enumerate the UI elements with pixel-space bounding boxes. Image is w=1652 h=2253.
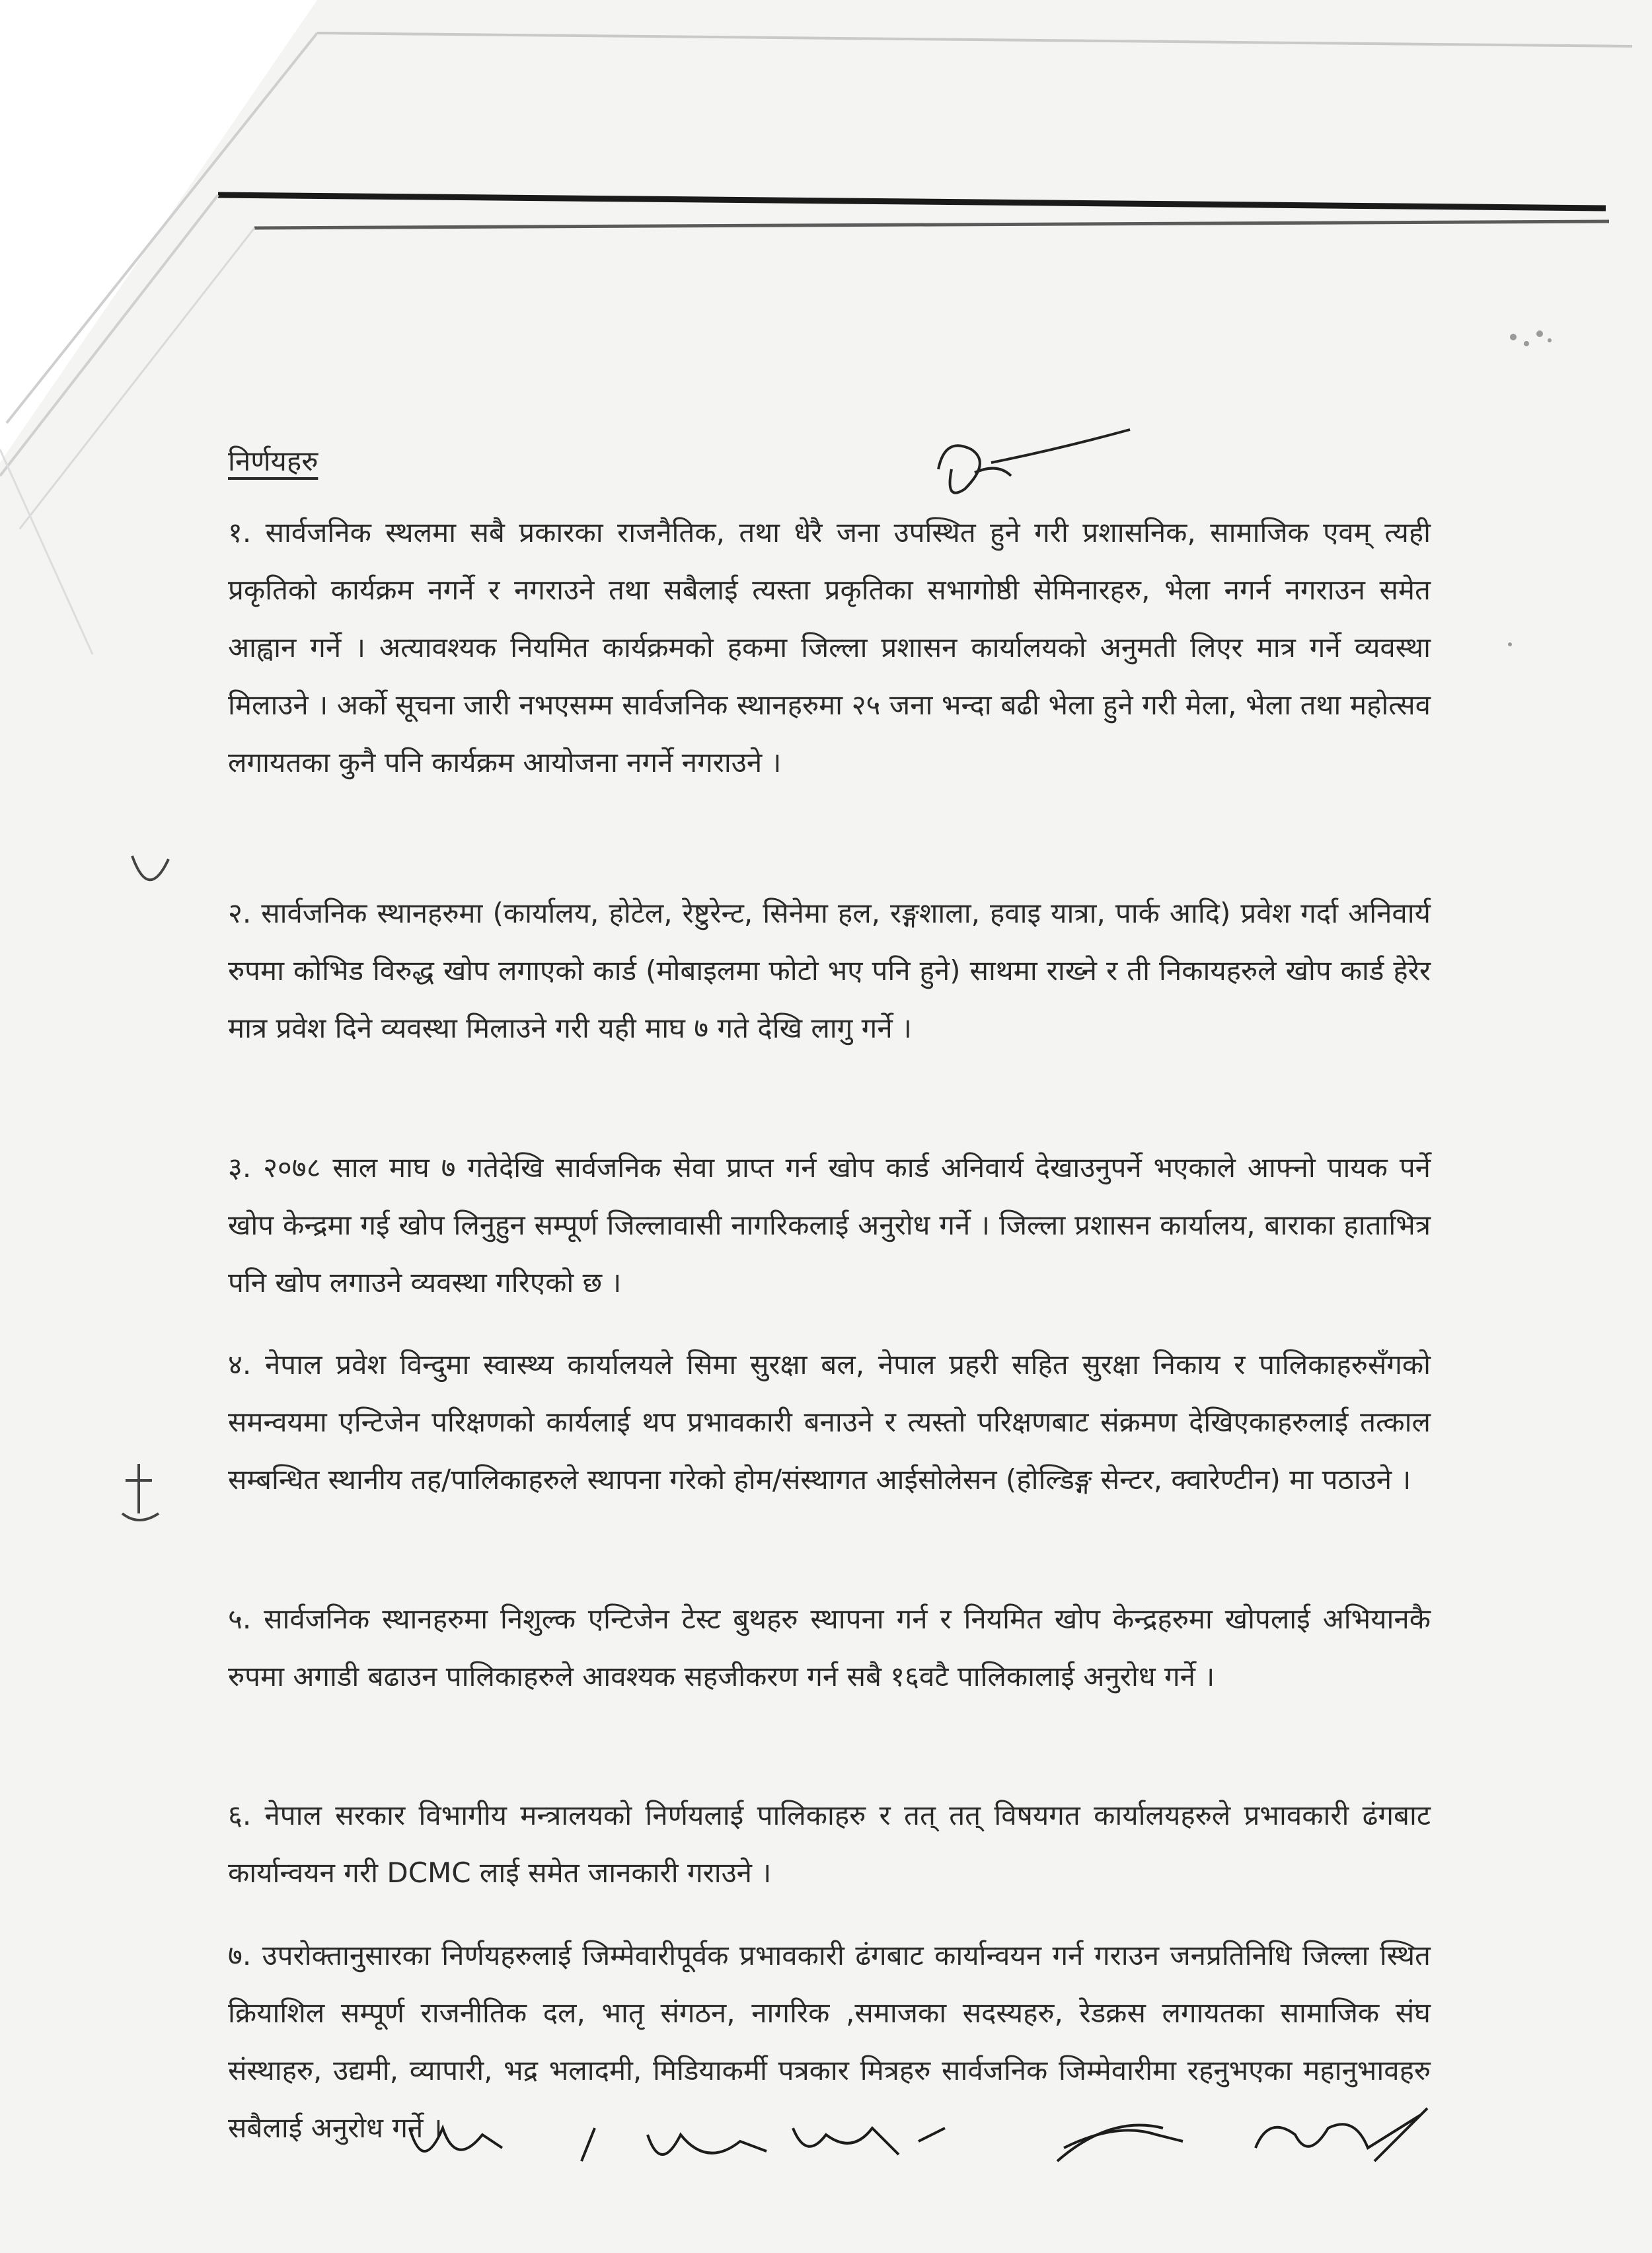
decision-4: ४. नेपाल प्रवेश विन्दुमा स्वास्थ्य कार्यालयले सिमा सुरक्षा बल, नेपाल प्रहरी सहित सुरक्षा निकाय र पालिकाहरुसँगको समन्वयमा एन्टिजेन परिक्षणको कार्यलाई थप प्रभावकारी बनाउने र त्यस्तो परिक्षणबाट संक्रमण देखिएकाहरुलाई तत्काल सम्बन्धित स्थानीय तह/पालिकाहरुले स्थापना गरेको होम/संस्थागत आईसोलेसन (होल्डिङ्ग सेन्टर, क्वारेण्टीन) मा पठाउने । xyxy=(228,1348,1431,1496)
decisions-heading: निर्णयहरु xyxy=(228,445,319,477)
decision-1: १. सार्वजनिक स्थलमा सबै प्रकारका राजनैतिक, तथा धेरै जना उपस्थित हुने गरी प्रशासनिक, सामाजिक एवम् त्यही प्रकृतिको कार्यक्रम नगर्ने र नगराउने तथा सबैलाई त्यस्ता प्रकृतिका सभागोष्ठी सेमिनारहरु, भेला नगर्न नगराउन समेत आह्वान गर्ने । अत्यावश्यक नियमित कार्यक्रमको हकमा जिल्ला प्रशासन कार्यालयको अनुमती लिएर मात्र गर्ने व्यवस्था मिलाउने । अर्को सूचना जारी नभएसम्म सार्वजनिक स्थानहरुमा २५ जना भन्दा बढी भेला हुने गरी मेला, भेला तथा महोत्सव लगायतका कुनै पनि कार्यक्रम आयोजना नगर्ने नगराउने । xyxy=(228,516,1431,779)
decision-6: ६. नेपाल सरकार विभागीय मन्त्रालयको निर्णयलाई पालिकाहरु र तत् तत् विषयगत कार्यालयहरुले प्रभावकारी ढंगबाट कार्यान्वयन गरी DCMC लाई समेत जानकारी गराउने । xyxy=(228,1799,1431,1889)
decision-7: ७. उपरोक्तानुसारका निर्णयहरुलाई जिम्मेवारीपूर्वक प्रभावकारी ढंगबाट कार्यान्वयन गर्न गराउन जनप्रतिनिधि जिल्ला स्थित क्रियाशिल सम्पूर्ण राजनीतिक दल, भातृ संगठन, नागरिक ,समाजका सदस्यहरु, रेडक्रस लगायतका सामाजिक संघ संस्थाहरु, उद्यमी, व्यापारी, भद्र भलादमी, मिडियाकर्मी पत्रकार मित्रहरु सार्वजनिक जिम्मेवारीमा रहनुभएका महानुभावहरु सबैलाई अनुरोध गर्ने । xyxy=(228,1939,1431,2144)
decision-5: ५. सार्वजनिक स्थानहरुमा निशुल्क एन्टिजेन टेस्ट बुथहरु स्थापना गर्न र नियमित खोप केन्द्रहरुमा खोपलाई अभियानकै रुपमा अगाडी बढाउन पालिकाहरुले आवश्यक सहजीकरण गर्न सबै १६वटै पालिकालाई अनुरोध गर्ने । xyxy=(228,1603,1431,1693)
decision-2: २. सार्वजनिक स्थानहरुमा (कार्यालय, होटेल, रेष्टुरेन्ट, सिनेमा हल, रङ्गशाला, हवाइ यात्रा, पार्क आदि) प्रवेश गर्दा अनिवार्य रुपमा कोभिड विरुद्ध खोप लगाएको कार्ड (मोबाइलमा फोटो भए पनि हुने) साथमा राख्ने र ती निकायहरुले खोप कार्ड हेरेर मात्र प्रवेश दिने व्यवस्था मिलाउने गरी यही माघ ७ गते देखि लागु गर्ने । xyxy=(228,897,1431,1044)
decision-3: ३. २०७८ साल माघ ७ गतेदेखि सार्वजनिक सेवा प्राप्त गर्न खोप कार्ड अनिवार्य देखाउनुपर्ने भएकाले आफ्नो पायक पर्ने खोप केन्द्रमा गई खोप लिनुहुन सम्पूर्ण जिल्लावासी नागरिकलाई अनुरोध गर्ने । जिल्ला प्रशासन कार्यालय, बाराका हाताभित्र पनि खोप लगाउने व्यवस्था गरिएको छ । xyxy=(228,1151,1431,1299)
